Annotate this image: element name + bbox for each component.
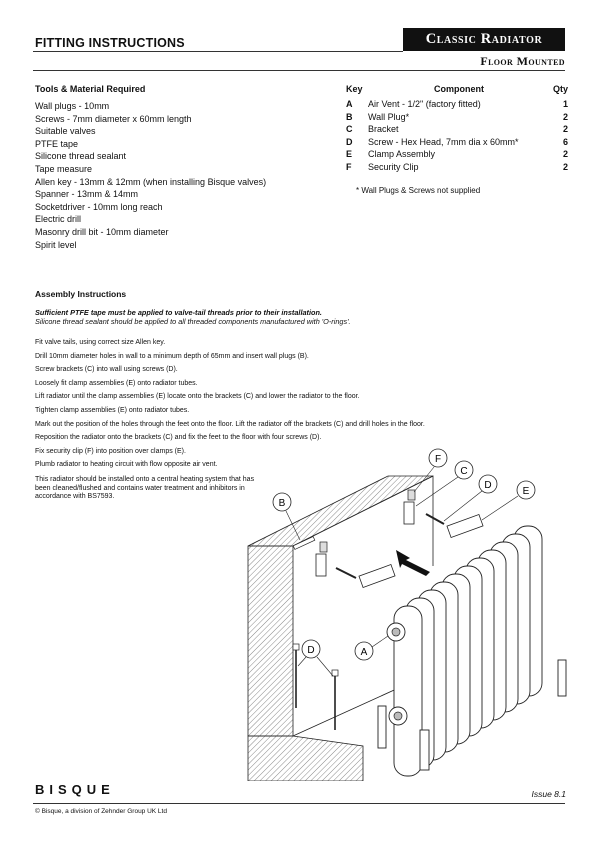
assembly-step: Fix security clip (F) into position over clamps (E). [35,447,186,455]
assembly-step: Loosely fit clamp assemblies (E) onto radiator tubes. [35,379,198,387]
callout-d-lower [298,640,333,676]
tool-item: Spanner - 13mm & 14mm [35,189,139,200]
screw-floor-left [293,644,299,708]
assembly-step: Screw brackets (C) into wall using screws (D). [35,366,178,374]
direction-arrow [396,550,430,576]
callout-a-label: A [360,647,368,658]
supply-note: * Wall Plugs & Screws not supplied [356,186,481,195]
row-key: B [346,111,353,122]
components-table [346,84,568,174]
row-qty: 2 [562,111,568,122]
assembly-step: Lift radiator until the clamp assemblies (E) locate onto the brackets (C) and lower the radiator to the floor. [35,393,360,401]
column-header-qty: Qty [552,84,568,94]
callout-f-label: F [434,454,442,465]
footer-divider [33,803,565,804]
callout-a [355,636,388,660]
table-row [346,98,568,111]
row-component: Wall Plug* [368,111,410,122]
row-key: F [346,161,352,172]
row-qty: 6 [562,136,568,147]
installation-note: This radiator should be installed onto a central heating system that has been cleaned/flushed and contains water treatment and inhibitors in accordance with BS7593. [35,476,255,501]
assembly-step: Mark out the position of the holes through the feet onto the floor. Lift the radiator off the brackets (C) and drill holes in the floor. [35,420,425,428]
callout-f [414,449,447,492]
tool-item: Socketdriver - 10mm long reach [35,201,163,212]
tool-item: Suitable valves [35,126,96,137]
assembly-step: Tighten clamp assemblies (E) onto radiator tubes. [35,406,190,414]
assembly-step: Plumb radiator to heating circuit with flow opposite air vent. [35,461,218,469]
clamp-assembly-lower [359,565,395,588]
assembly-heading: Assembly Instructions [35,289,127,299]
fitting-diagram [238,446,583,781]
column-header-key: Key [346,84,363,94]
row-component: Bracket [368,124,399,135]
tool-item: Spirit level [35,239,77,250]
row-key: C [346,124,353,135]
row-component: Screw - Hex Head, 7mm dia x 60mm* [368,136,519,147]
tool-item: Electric drill [35,214,82,225]
copyright: © Bisque, a division of Zehnder Group UK Ltd [35,808,167,815]
bracket-upper [404,490,415,524]
callout-d-upper-label: D [484,480,492,491]
header-divider [33,51,403,52]
clamp-assembly-upper [447,515,483,538]
assembly-step: Reposition the radiator onto the brackets (C) and fix the feet to the floor with four screws (D). [35,434,322,442]
bracket-lower [316,542,327,576]
row-qty: 2 [562,161,568,172]
callout-c-label: C [460,466,468,477]
row-component: Clamp Assembly [368,149,436,160]
tools-heading: Tools & Material Required [35,84,146,94]
row-qty: 2 [562,124,568,135]
row-key: A [346,99,353,109]
table-row [346,111,568,124]
table-row [346,136,568,149]
tool-item: Allen key - 13mm & 12mm (when installing Bisque valves) [35,176,267,187]
issue-number: Issue 8.1 [531,789,566,799]
table-row [346,161,568,174]
row-qty: 2 [562,149,568,160]
callout-d-upper [444,475,497,521]
assembly-step: Fit valve tails, using correct size Allen key. [35,339,166,346]
row-key: E [346,149,353,160]
screw-floor-right [332,670,338,730]
tool-item: Masonry drill bit - 10mm diameter [35,226,169,237]
product-subtitle: Floor Mounted [480,54,565,68]
subtitle-divider [33,70,565,71]
tool-item: Tape measure [35,163,93,174]
brand-logo: BISQUE [35,782,115,797]
tools-list [35,100,266,251]
table-row [346,148,568,161]
row-component: Air Vent - 1/2" (factory fitted) [368,99,481,109]
product-name-banner: Classic Radiator [403,28,565,51]
tool-item: Screws - 7mm diameter x 60mm length [35,113,192,124]
tool-item: PTFE tape [35,138,79,149]
table-row [346,123,568,136]
assembly-step: Drill 10mm diameter holes in wall to a minimum depth of 65mm and insert wall plugs (B). [35,352,309,360]
screw-wall-upper [426,514,444,524]
screw-wall-lower [336,568,356,578]
column-header-component: Component [434,84,484,94]
row-qty: 1 [562,99,568,109]
callout-b-label: B [278,498,286,509]
row-component: Security Clip [368,161,419,172]
ptfe-note: Sufficient PTFE tape must be applied to valve-tail threads prior to their installation. [35,308,322,317]
tool-item: Silicone thread sealant [35,151,127,162]
callout-d-lower-label: D [307,645,315,656]
callout-c [416,461,473,506]
table-header-row [346,84,568,98]
callout-e-label: E [522,486,530,497]
tool-item: Wall plugs - 10mm [35,101,110,111]
page-title: FITTING INSTRUCTIONS [35,36,185,50]
sealant-note: Silicone thread sealant should be applied to all threaded components manufactured with 'O-rings'. [35,317,351,326]
row-key: D [346,136,353,147]
